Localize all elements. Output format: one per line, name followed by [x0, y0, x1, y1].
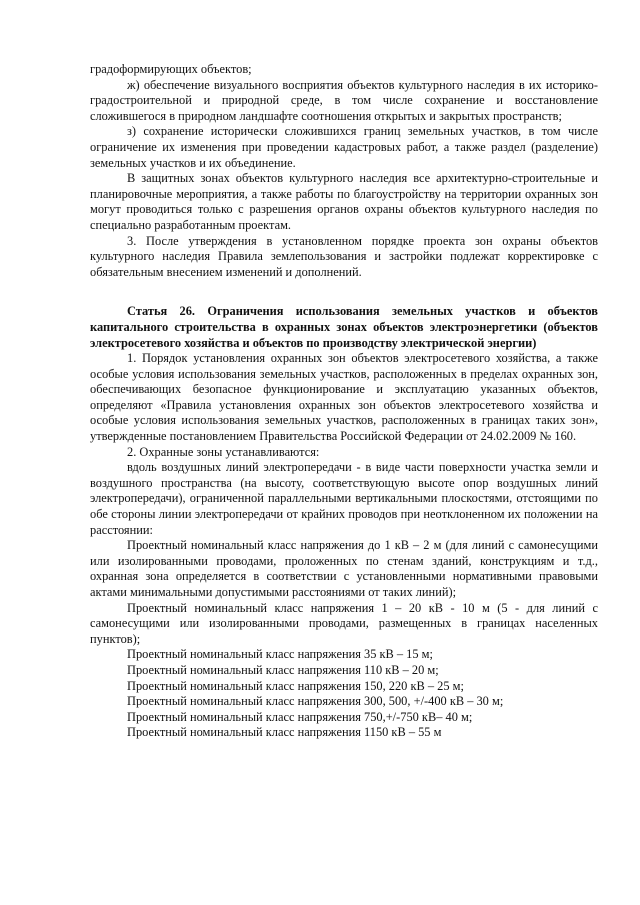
paragraph-item-z: з) сохранение исторически сложившихся границ земельных участков, в том числе ограничение их изменения при проведении кадастровых работ, а также раздел (разделение) земельных участков и их объединение. — [90, 124, 598, 170]
document-body — [90, 62, 598, 741]
voltage-line-750kv: Проектный номинальный класс напряжения 750,+/-750 кВ– 40 м; — [127, 709, 473, 724]
voltage-line-1150kv: Проектный номинальный класс напряжения 1150 кВ – 55 м — [127, 725, 442, 740]
paragraph-continuation: градоформирующих объектов; — [90, 62, 252, 76]
paragraph-voltage-1kv: Проектный номинальный класс напряжения до 1 кВ – 2 м (для линий с самонесущими или изолированными проводами, проложенных по стенам зданий, конструкциям и т.д., охранная зона определяется в соответствии с установленными нормативными правовыми актами минимальными допустимыми расстояниями от таких линий); — [90, 538, 598, 599]
voltage-line-300-500kv: Проектный номинальный класс напряжения 300, 500, +/-400 кВ – 30 м; — [127, 694, 504, 709]
paragraph-item-zh: ж) обеспечение визуального восприятия объектов культурного наследия в их историко-градостроительной и природной среде, в том числе сохранение и восстановление сложившегося в природном ландшафте соотношения открытых и закрытых пространств; — [90, 77, 598, 123]
voltage-line-35kv: Проектный номинальный класс напряжения 35 кВ – 15 м; — [127, 647, 433, 662]
section-spacer — [90, 280, 598, 304]
paragraph-overhead-lines: вдоль воздушных линий электропередачи - в виде части поверхности участка земли и воздушного пространства (на высоту, соответствующую высоте опор воздушных линий электропередачи), ограниченной параллельными вертикальными плоскостями, отстоящими по обе стороны линии электропередачи от крайних проводов при неотклоненном их положении на расстоянии: — [90, 460, 598, 537]
article-heading: Статья 26. Ограничения использования земельных участков и объектов капитального строительства в охранных зонах объектов электроэнергетики (объектов электросетевого хозяйства и объектов по производству электрической энергии) — [90, 304, 598, 350]
paragraph-protective-zones: В защитных зонах объектов культурного наследия все архитектурно-строительные и планировочные мероприятия, а также работы по благоустройству на территории охранных зон могут проводиться только с разрешения органов охраны объектов культурного наследия по специально разработанным проектам. — [90, 171, 598, 232]
paragraph-point-1: 1. Порядок установления охранных зон объектов электросетевого хозяйства, а также особые условия использования земельных участков, расположенных в пределах охранных зон, обеспечивающих безопасное функционирование и эксплуатацию указанных объектов, определяют «Правила установления охранных зон объектов электросетевого хозяйства и особые условия использования земельных участков, расположенных в границах таких зон», утвержденные постановлением Правительства Российской Федерации от 24.02.2009 № 160. — [90, 351, 598, 444]
paragraph-point-2: 2. Охранные зоны устанавливаются: — [127, 444, 320, 459]
paragraph-point-3: 3. После утверждения в установленном порядке проекта зон охраны объектов культурного наследия Правила землепользования и застройки подлежат корректировке с обязательным внесением изменений и дополнений. — [90, 233, 598, 279]
paragraph-voltage-1-20kv: Проектный номинальный класс напряжения 1 – 20 кВ - 10 м (5 - для линий с самонесущими или изолированными проводами, размещенных в границах населенных пунктов); — [90, 600, 598, 646]
voltage-line-150-220kv: Проектный номинальный класс напряжения 150, 220 кВ – 25 м; — [127, 678, 464, 693]
voltage-line-110kv: Проектный номинальный класс напряжения 110 кВ – 20 м; — [127, 662, 439, 677]
